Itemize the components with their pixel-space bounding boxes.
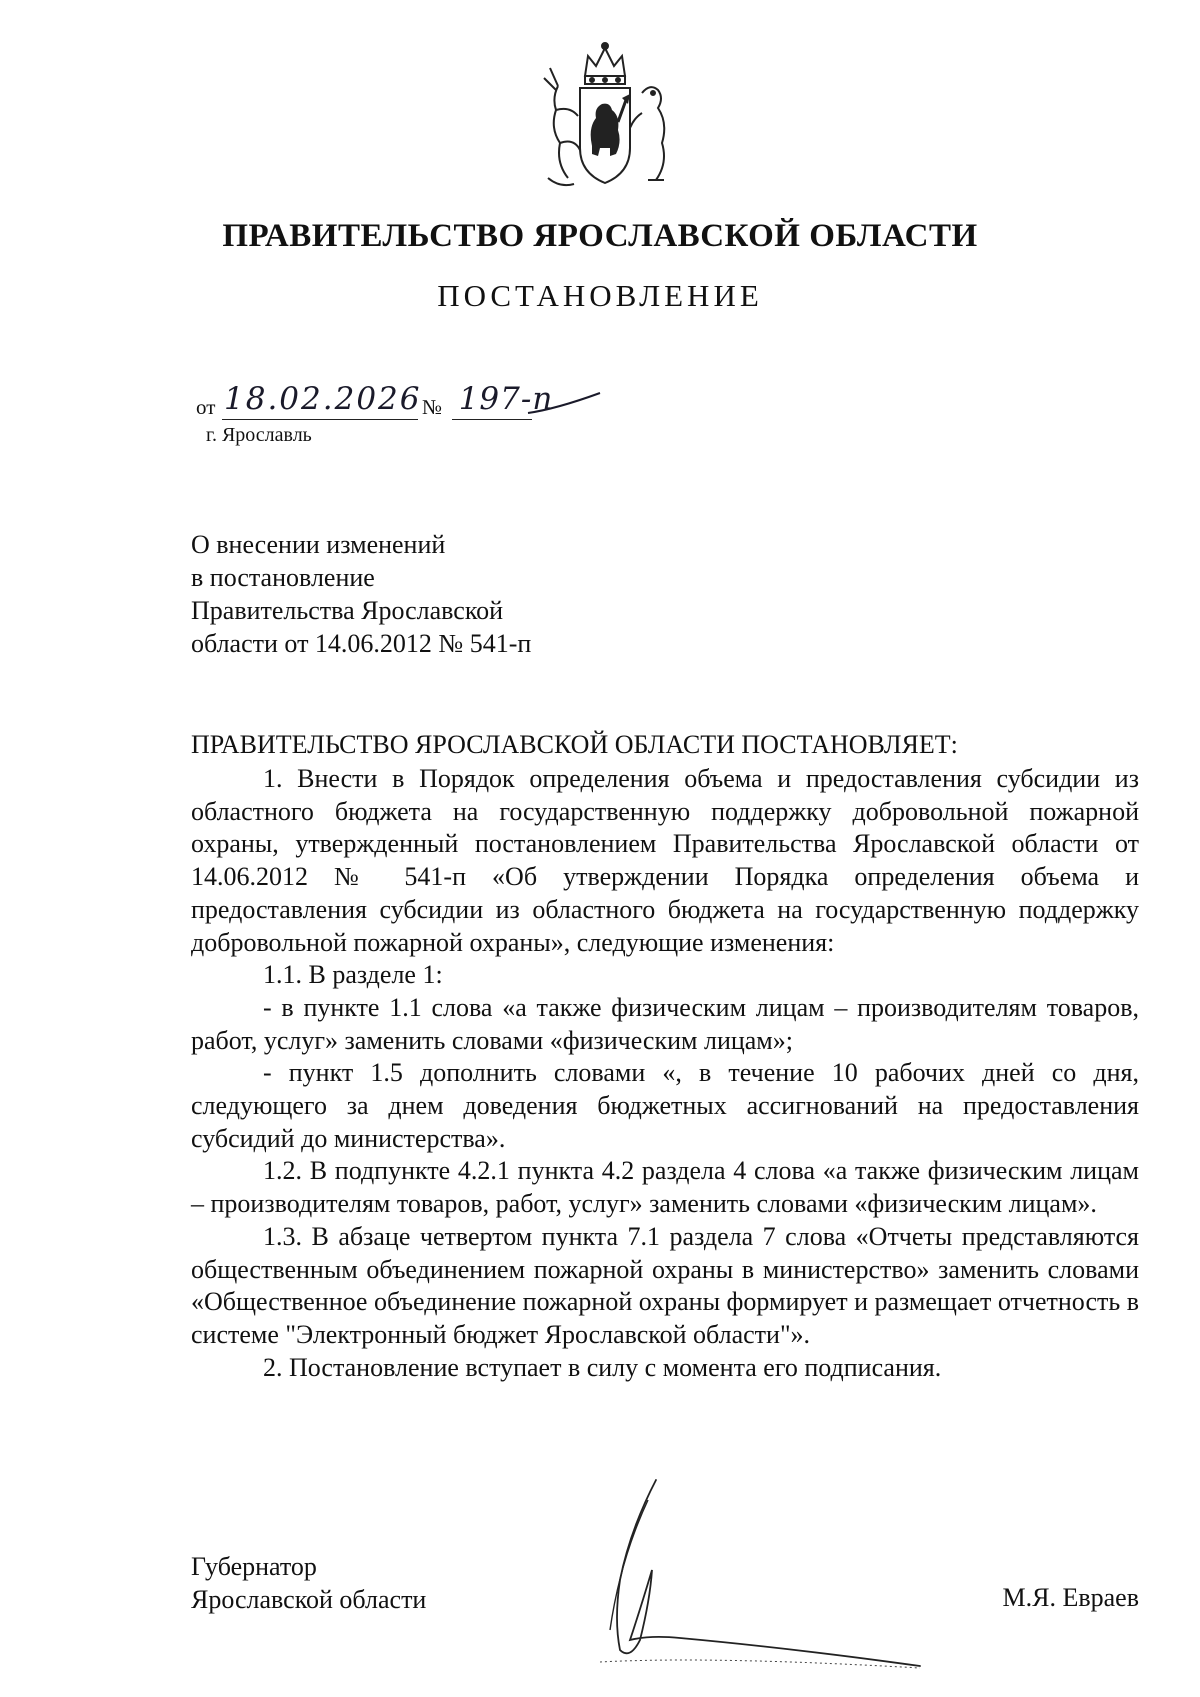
- paragraph-1-1-b: - пункт 1.5 дополнить словами «, в течение 10 рабочих дней со дня, следующего за днем доведения бюджетных ассигнований на предоставления субсидий до министерства».: [191, 1058, 1139, 1153]
- document-type: ПОСТАНОВЛЕНИЕ: [437, 278, 763, 313]
- date-underline: [222, 419, 418, 420]
- coat-of-arms-icon: [530, 38, 680, 198]
- number-flourish: [526, 389, 606, 419]
- paragraph-2: 2. Постановление вступает в силу с момента его подписания.: [263, 1352, 942, 1382]
- paragraph-1: 1. Внести в Порядок определения объема и предоставления субсидии из областного бюджета на государственную поддержку добровольной пожарной охраны, утвержденный постановлением Правительства Ярославской области от 14.06.2012 № 541-п «Об утверждении Порядка определения объема и предоставления субсидии из областного бюджета на государственную поддержку добровольной пожарной охраны», следующие изменения:: [191, 764, 1139, 957]
- document-date: 18.02.2026: [224, 381, 422, 417]
- handwritten-signature: [590, 1470, 950, 1680]
- document-number: 197-п: [458, 381, 554, 417]
- paragraph-1-1-a: - в пункте 1.1 слова «а также физическим лицам – производителям товаров, работ, услуг» заменить словами «физическим лицам»;: [191, 992, 1139, 1055]
- number-prefix: №: [422, 395, 443, 419]
- paragraph-1-3: 1.3. В абзаце четвертом пункта 7.1 раздела 7 слова «Отчеты представляются общественным объединением пожарной охраны в министерство» заменить словами «Общественное объединение пожарной охраны формирует и размещает отчетность в системе "Электронный бюджет Ярославской области"».: [191, 1221, 1139, 1349]
- number-underline: [452, 419, 532, 420]
- paragraph-1-1: 1.1. В разделе 1:: [263, 960, 443, 990]
- subject-line: в постановление: [191, 563, 375, 592]
- subject-line: Правительства Ярославской: [191, 596, 504, 625]
- subject-line: области от 14.06.2012 № 541-п: [191, 629, 532, 658]
- subject-line: О внесении изменений: [191, 530, 446, 559]
- dateline: [196, 381, 616, 425]
- city: г. Ярославль: [206, 424, 312, 446]
- role-line: Ярославской области: [191, 1585, 427, 1614]
- signatory-name: М.Я. Евраев: [1002, 1583, 1139, 1612]
- date-prefix: от: [196, 395, 216, 419]
- role-line: Губернатор: [191, 1552, 317, 1581]
- government-title: ПРАВИТЕЛЬСТВО ЯРОСЛАВСКОЙ ОБЛАСТИ: [222, 218, 978, 254]
- paragraph-1-2: 1.2. В подпункте 4.2.1 пункта 4.2 раздела 4 слова «а также физическим лицам – производителям товаров, работ, услуг» заменить словами «физическим лицам».: [191, 1156, 1139, 1219]
- document-body: [191, 763, 1139, 1384]
- subject-block: [191, 528, 531, 660]
- decree-heading: ПРАВИТЕЛЬСТВО ЯРОСЛАВСКОЙ ОБЛАСТИ ПОСТАНОВЛЯЕТ:: [191, 730, 958, 759]
